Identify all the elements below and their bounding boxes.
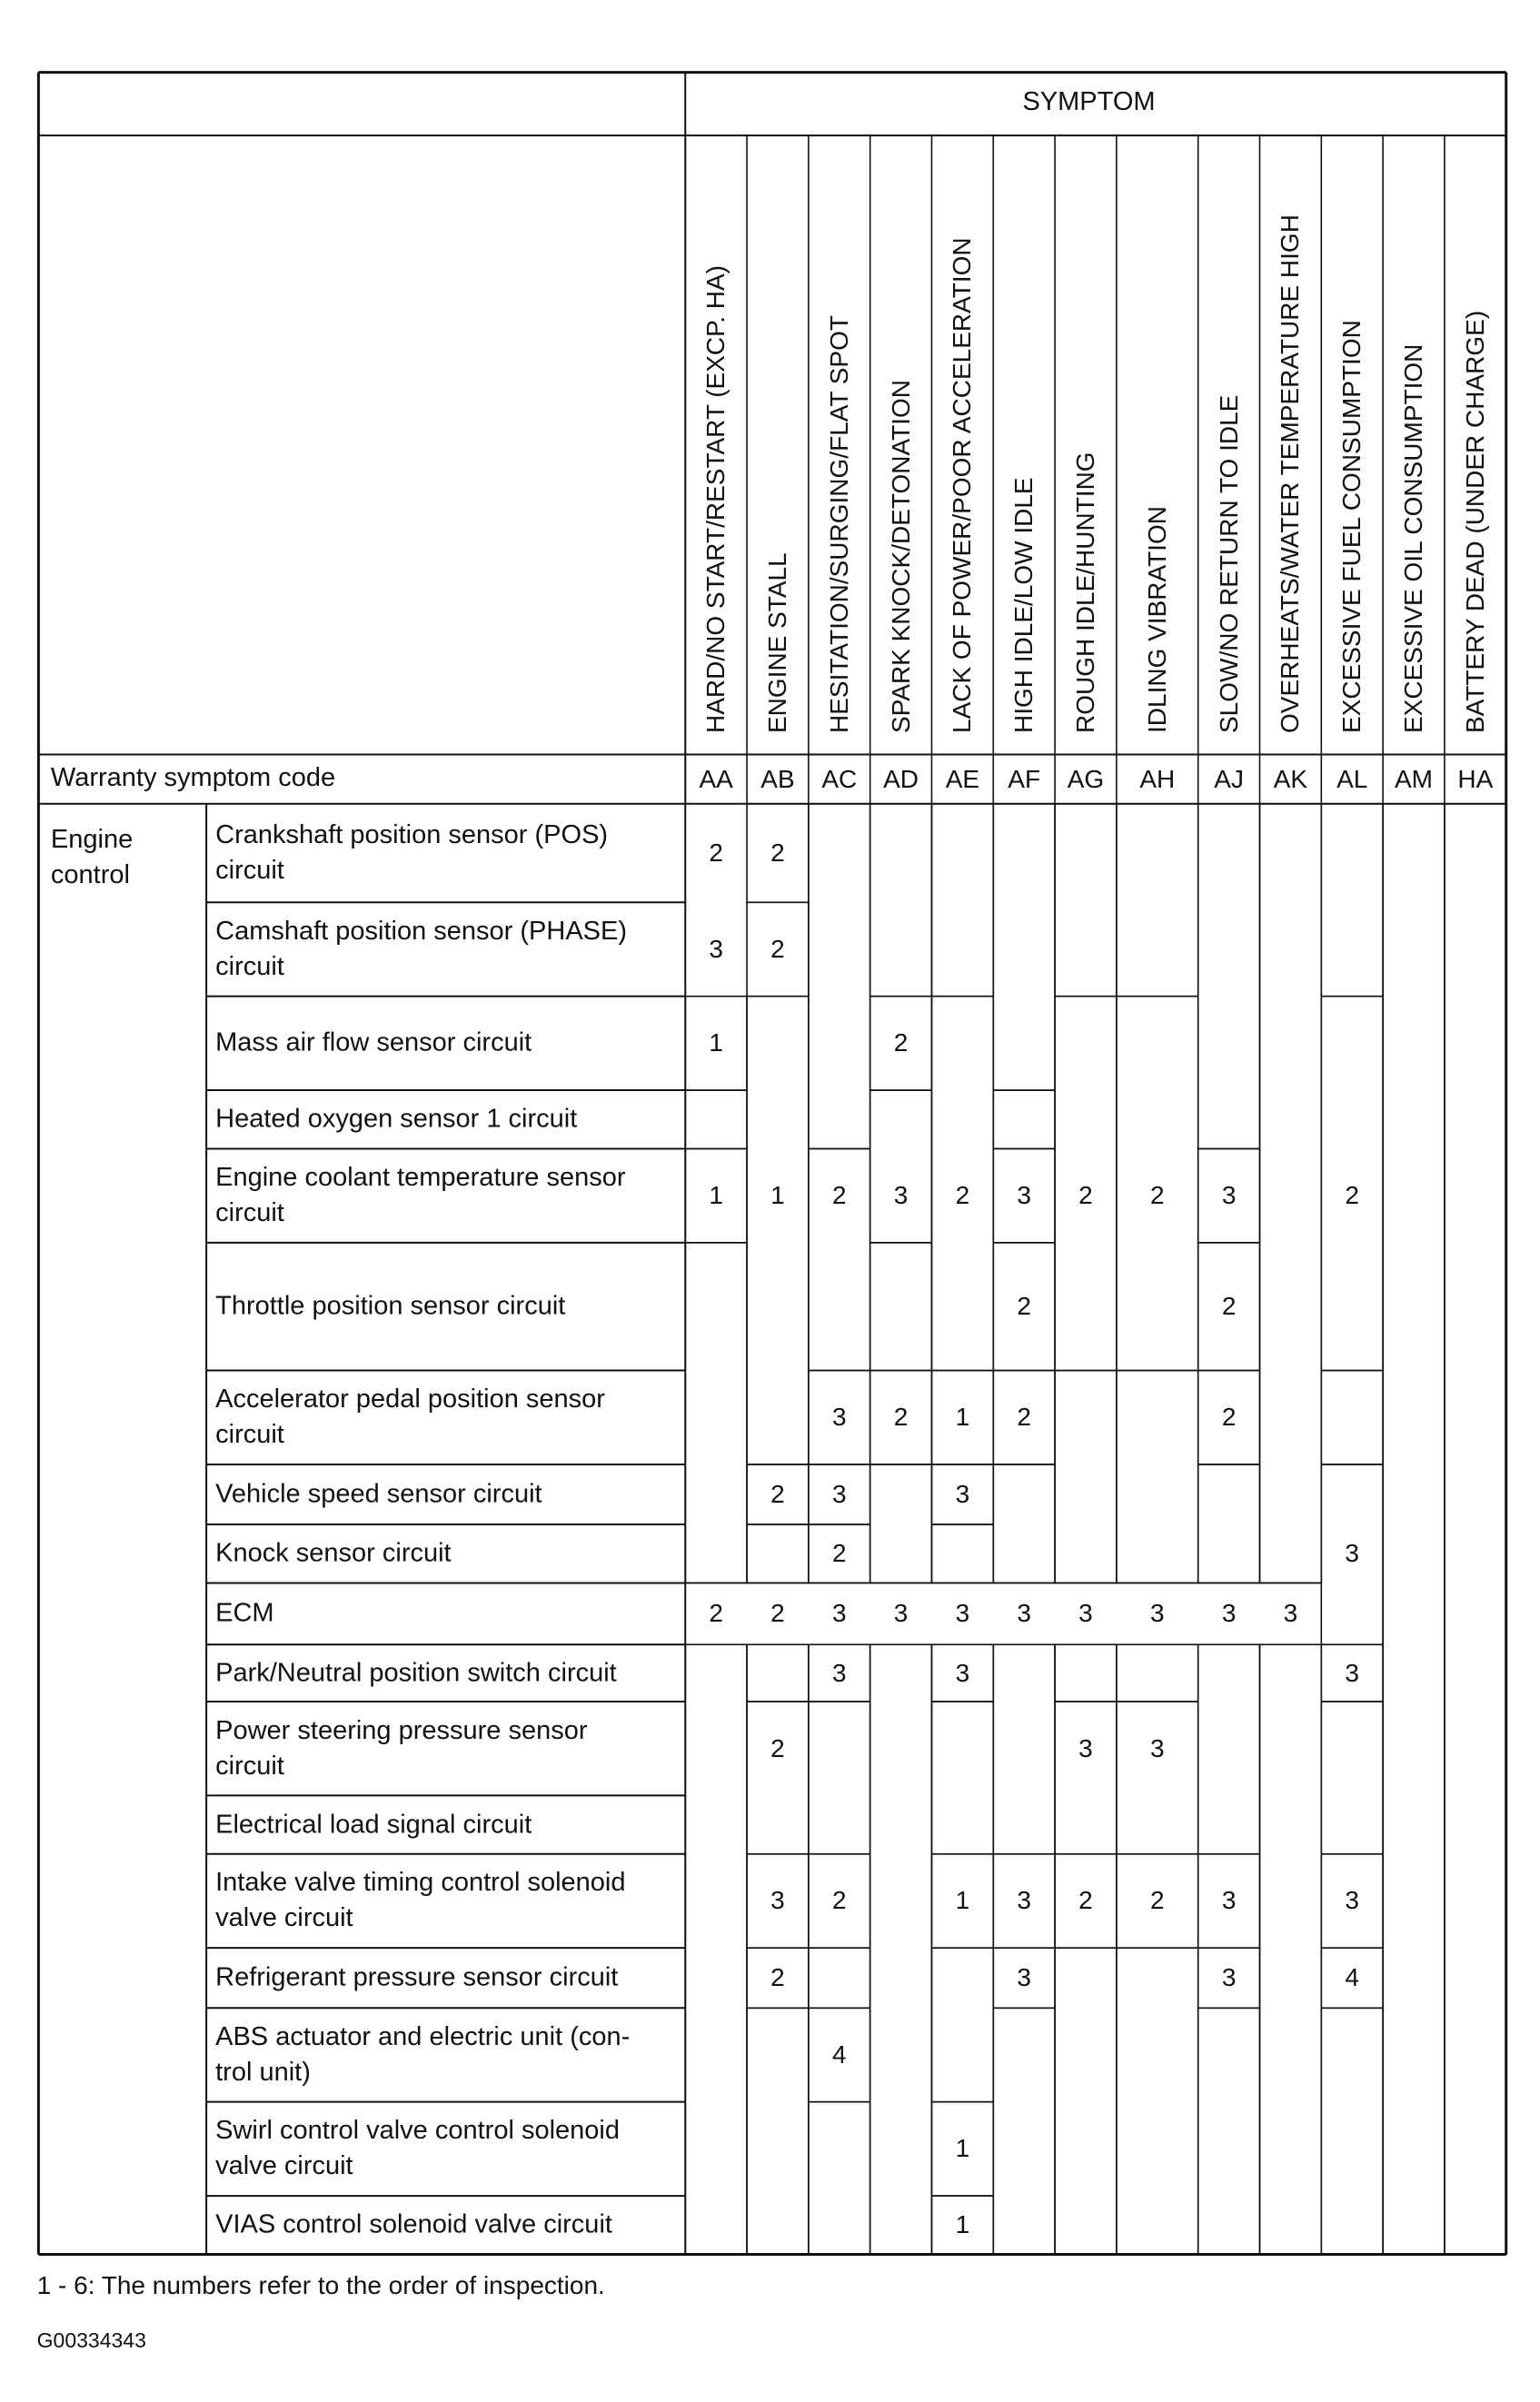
inspection-order-value: 1 <box>709 1028 723 1057</box>
warranty-code: AM <box>1395 764 1433 793</box>
component-label <box>215 1960 618 1996</box>
component-label-line: ABS actuator and electric unit (con- <box>215 2021 631 2051</box>
inspection-order-value: 3 <box>831 1599 847 1628</box>
symptom-header: BATTERY DEAD (UNDER CHARGE) <box>1460 310 1489 733</box>
inspection-order-value: 2 <box>893 1403 909 1432</box>
component-label-line: Accelerator pedal position sensor <box>215 1385 605 1414</box>
inspection-order-value: 2 <box>709 839 723 868</box>
inspection-order-value: 3 <box>1078 1733 1093 1762</box>
component-label-line: Crankshaft position sensor (POS) <box>215 820 609 850</box>
inspection-order-value: 3 <box>1283 1599 1298 1628</box>
symptom-header: ROUGH IDLE/HUNTING <box>1070 452 1099 733</box>
component-label-line: Camshaft position sensor (PHASE) <box>215 916 628 946</box>
figure-code: G00334343 <box>36 2328 146 2352</box>
merged-cell-border <box>1055 1948 1117 2254</box>
inspection-order-value: 1 <box>955 2210 970 2239</box>
merged-cell-border <box>809 1948 870 2008</box>
component-label-line: Engine coolant temperature sensor <box>215 1163 626 1193</box>
component-label <box>215 1596 273 1632</box>
inspection-order-value: 3 <box>709 934 723 963</box>
component-label-line: circuit <box>215 1420 284 1450</box>
inspection-order-value: 1 <box>955 2134 970 2163</box>
merged-cell-border <box>685 1090 747 1148</box>
merged-cell-border <box>870 1090 932 1243</box>
merged-cell-border <box>1260 804 1322 1583</box>
warranty-code: AK <box>1273 764 1308 793</box>
symptom-header: ENGINE STALL <box>762 552 791 733</box>
component-label-line: Vehicle speed sensor circuit <box>215 1479 542 1509</box>
merged-cell-border <box>1260 1644 1322 2254</box>
merged-cell-border <box>1198 1464 1260 1583</box>
inspection-order-value: 3 <box>1078 1599 1093 1628</box>
symptom-group-label: SYMPTOM <box>1022 87 1156 117</box>
inspection-order-value: 2 <box>770 934 785 963</box>
inspection-order-value: 3 <box>1149 1599 1165 1628</box>
symptom-header: OVERHEATS/WATER TEMPERATURE HIGH <box>1276 213 1305 733</box>
component-label-line: valve circuit <box>215 1903 353 1933</box>
inspection-order-value: 2 <box>709 1599 723 1628</box>
inspection-order-value: 1 <box>770 1181 785 1210</box>
component-label <box>215 1713 587 1784</box>
symptom-header: HESITATION/SURGING/FLAT SPOT <box>824 314 853 733</box>
merged-cell-border <box>747 1644 809 1702</box>
inspection-order-value: 2 <box>1078 1181 1093 1210</box>
merged-cell-border <box>1321 1702 1383 1854</box>
inspection-order-value: 2 <box>770 1479 785 1508</box>
merged-cell-border <box>870 804 932 997</box>
component-label <box>215 1102 577 1137</box>
merged-cell-border <box>870 1243 932 1371</box>
inspection-order-value: 3 <box>955 1658 970 1687</box>
merged-cell-border <box>870 1644 932 2254</box>
merged-cell-border <box>1321 2008 1383 2254</box>
inspection-order-value: 3 <box>1221 1963 1237 1992</box>
merged-cell-border <box>809 804 870 1149</box>
merged-cell-border <box>1055 1371 1117 1583</box>
merged-cell-border <box>993 1090 1055 1148</box>
merged-cell-border <box>870 1464 932 1583</box>
merged-cell-border <box>1117 1371 1198 1583</box>
inspection-order-value: 2 <box>1221 1403 1237 1432</box>
component-label-line: trol unit) <box>215 2057 311 2087</box>
inspection-order-value: 3 <box>831 1403 847 1432</box>
symptom-header: IDLING VIBRATION <box>1142 505 1171 733</box>
merged-cell-border <box>747 1524 809 1583</box>
symptom-header: EXCESSIVE FUEL CONSUMPTION <box>1337 319 1366 733</box>
system-label-line-1: Engine <box>50 825 134 855</box>
inspection-order-value: 2 <box>831 1181 847 1210</box>
merged-cell-border <box>1055 804 1117 997</box>
component-label <box>215 1807 532 1842</box>
merged-cell-border <box>809 2102 870 2255</box>
merged-cell-border <box>993 1464 1055 1583</box>
symptom-header: LACK OF POWER/POOR ACCELERATION <box>948 237 977 733</box>
inspection-order-value: 2 <box>770 1733 785 1762</box>
warranty-code: AD <box>883 764 919 793</box>
component-label <box>215 1382 605 1453</box>
warranty-code: AB <box>760 764 795 793</box>
inspection-order-value: 3 <box>955 1599 970 1628</box>
component-label-line: Mass air flow sensor circuit <box>215 1027 532 1057</box>
merged-cell-border <box>1198 2008 1260 2254</box>
inspection-order-value: 1 <box>709 1181 723 1210</box>
component-label <box>215 2113 620 2184</box>
warranty-code: AJ <box>1214 764 1244 793</box>
inspection-order-value: 2 <box>955 1181 970 1210</box>
merged-cell-border <box>1117 804 1198 997</box>
merged-cell-border <box>685 1644 747 2254</box>
component-label <box>215 1865 625 1936</box>
component-label <box>215 1289 565 1325</box>
merged-cell-border <box>1117 1644 1198 1702</box>
merged-cell-border <box>1117 1702 1198 1854</box>
inspection-order-value: 3 <box>1345 1539 1359 1568</box>
inspection-order-value: 2 <box>770 839 785 868</box>
component-label <box>215 818 608 888</box>
component-label-line: valve circuit <box>215 2151 353 2181</box>
merged-cell-border <box>1383 804 1445 2255</box>
warranty-code: AA <box>699 764 733 793</box>
warranty-code: AE <box>945 764 980 793</box>
inspection-order-value: 2 <box>831 1539 847 1568</box>
warranty-code: AL <box>1336 764 1368 793</box>
component-label-line: circuit <box>215 1198 284 1228</box>
inspection-order-value: 1 <box>955 1886 970 1915</box>
merged-cell-border <box>1117 1948 1198 2254</box>
merged-cell-border <box>1198 804 1260 1149</box>
symptom-header: HIGH IDLE/LOW IDLE <box>1009 477 1038 733</box>
component-label <box>215 1655 617 1691</box>
component-label-line: Throttle position sensor circuit <box>215 1291 566 1321</box>
merged-cell-border <box>1321 804 1383 997</box>
symptom-header: SLOW/NO RETURN TO IDLE <box>1214 394 1243 733</box>
inspection-order-value: 2 <box>1078 1886 1093 1915</box>
merged-cell-border <box>993 2008 1055 2254</box>
inspection-order-value: 2 <box>831 1886 847 1915</box>
inspection-order-value: 3 <box>1345 1886 1359 1915</box>
component-label <box>215 1536 452 1572</box>
footer-note: 1 - 6: The numbers refer to the order of inspection. <box>36 2271 605 2300</box>
component-label <box>215 914 627 985</box>
symptom-header: SPARK KNOCK/DETONATION <box>886 379 915 733</box>
inspection-order-value: 2 <box>893 1028 909 1057</box>
inspection-order-value: 3 <box>893 1599 909 1628</box>
component-label-line: Park/Neutral position switch circuit <box>215 1658 617 1688</box>
merged-cell-border <box>931 1948 993 2102</box>
inspection-order-value: 3 <box>1017 1599 1031 1628</box>
warranty-code: AH <box>1139 764 1176 793</box>
inspection-order-value: 4 <box>831 2040 847 2069</box>
component-label <box>215 1026 532 1061</box>
inspection-order-value: 3 <box>831 1479 847 1508</box>
component-label-line: Power steering pressure sensor <box>215 1715 588 1745</box>
symptom-header: HARD/NO START/RESTART (EXCP. HA) <box>701 264 730 733</box>
merged-cell-border <box>1198 1644 1260 1854</box>
inspection-order-value: 4 <box>1345 1963 1359 1992</box>
system-label-line-2: control <box>50 860 130 890</box>
merged-cell-border <box>1055 1644 1117 1702</box>
inspection-order-value: 3 <box>1221 1886 1237 1915</box>
component-label-line: ECM <box>215 1598 274 1628</box>
component-label-line: circuit <box>215 1751 284 1781</box>
component-label <box>215 2020 630 2090</box>
inspection-order-value: 2 <box>1345 1181 1359 1210</box>
inspection-order-value: 3 <box>1149 1733 1165 1762</box>
symptom-header: EXCESSIVE OIL CONSUMPTION <box>1399 343 1427 733</box>
warranty-row-label: Warranty symptom code <box>50 763 336 793</box>
warranty-code: AF <box>1008 764 1041 793</box>
merged-cell-border <box>931 1702 993 1854</box>
inspection-order-value: 3 <box>1221 1599 1237 1628</box>
component-label-line: circuit <box>215 856 284 886</box>
component-label <box>215 1476 541 1512</box>
inspection-order-value: 2 <box>1017 1403 1031 1432</box>
inspection-order-value: 2 <box>1221 1292 1237 1321</box>
component-label-line: Swirl control valve control solenoid <box>215 2116 620 2146</box>
component-label-line: Intake valve timing control solenoid <box>215 1868 626 1898</box>
component-label-line: Electrical load signal circuit <box>215 1810 532 1840</box>
inspection-order-value: 3 <box>1345 1658 1359 1687</box>
merged-cell-border <box>747 2008 809 2254</box>
merged-cell-border <box>931 1524 993 1583</box>
inspection-order-value: 2 <box>770 1963 785 1992</box>
component-label-line: VIAS control solenoid valve circuit <box>215 2209 612 2239</box>
warranty-code: AC <box>821 764 858 793</box>
inspection-order-value: 1 <box>955 1403 970 1432</box>
merged-cell-border <box>993 1644 1055 1854</box>
merged-cell-border <box>747 997 809 1464</box>
inspection-order-value: 3 <box>1017 1963 1031 1992</box>
inspection-order-value: 3 <box>831 1658 847 1687</box>
inspection-order-value: 3 <box>893 1181 909 1210</box>
component-label <box>215 2208 612 2243</box>
inspection-order-value: 3 <box>1017 1181 1031 1210</box>
inspection-order-value: 2 <box>1149 1886 1165 1915</box>
merged-cell-border <box>1445 804 1506 2255</box>
inspection-order-value: 2 <box>1149 1181 1165 1210</box>
component-label-line: Refrigerant pressure sensor circuit <box>215 1962 619 1992</box>
inspection-order-value: 3 <box>1221 1181 1237 1210</box>
merged-cell-border <box>685 1243 747 1583</box>
merged-cell-border <box>993 804 1055 1090</box>
merged-cell-border <box>931 804 993 997</box>
warranty-code: AG <box>1067 764 1105 793</box>
warranty-code: HA <box>1457 764 1494 793</box>
inspection-order-value: 2 <box>770 1599 785 1628</box>
component-label-line: Heated oxygen sensor 1 circuit <box>215 1104 578 1134</box>
inspection-order-value: 3 <box>770 1886 785 1915</box>
merged-cell-border <box>747 1702 809 1854</box>
merged-cell-border <box>809 1702 870 1854</box>
inspection-order-value: 2 <box>1017 1292 1031 1321</box>
merged-cell-border <box>1321 1371 1383 1464</box>
inspection-order-value: 3 <box>955 1479 970 1508</box>
component-label-line: Knock sensor circuit <box>215 1538 452 1568</box>
merged-cell-border <box>1055 1702 1117 1854</box>
inspection-order-value: 3 <box>1017 1886 1031 1915</box>
component-label <box>215 1160 625 1231</box>
component-label-line: circuit <box>215 951 284 981</box>
